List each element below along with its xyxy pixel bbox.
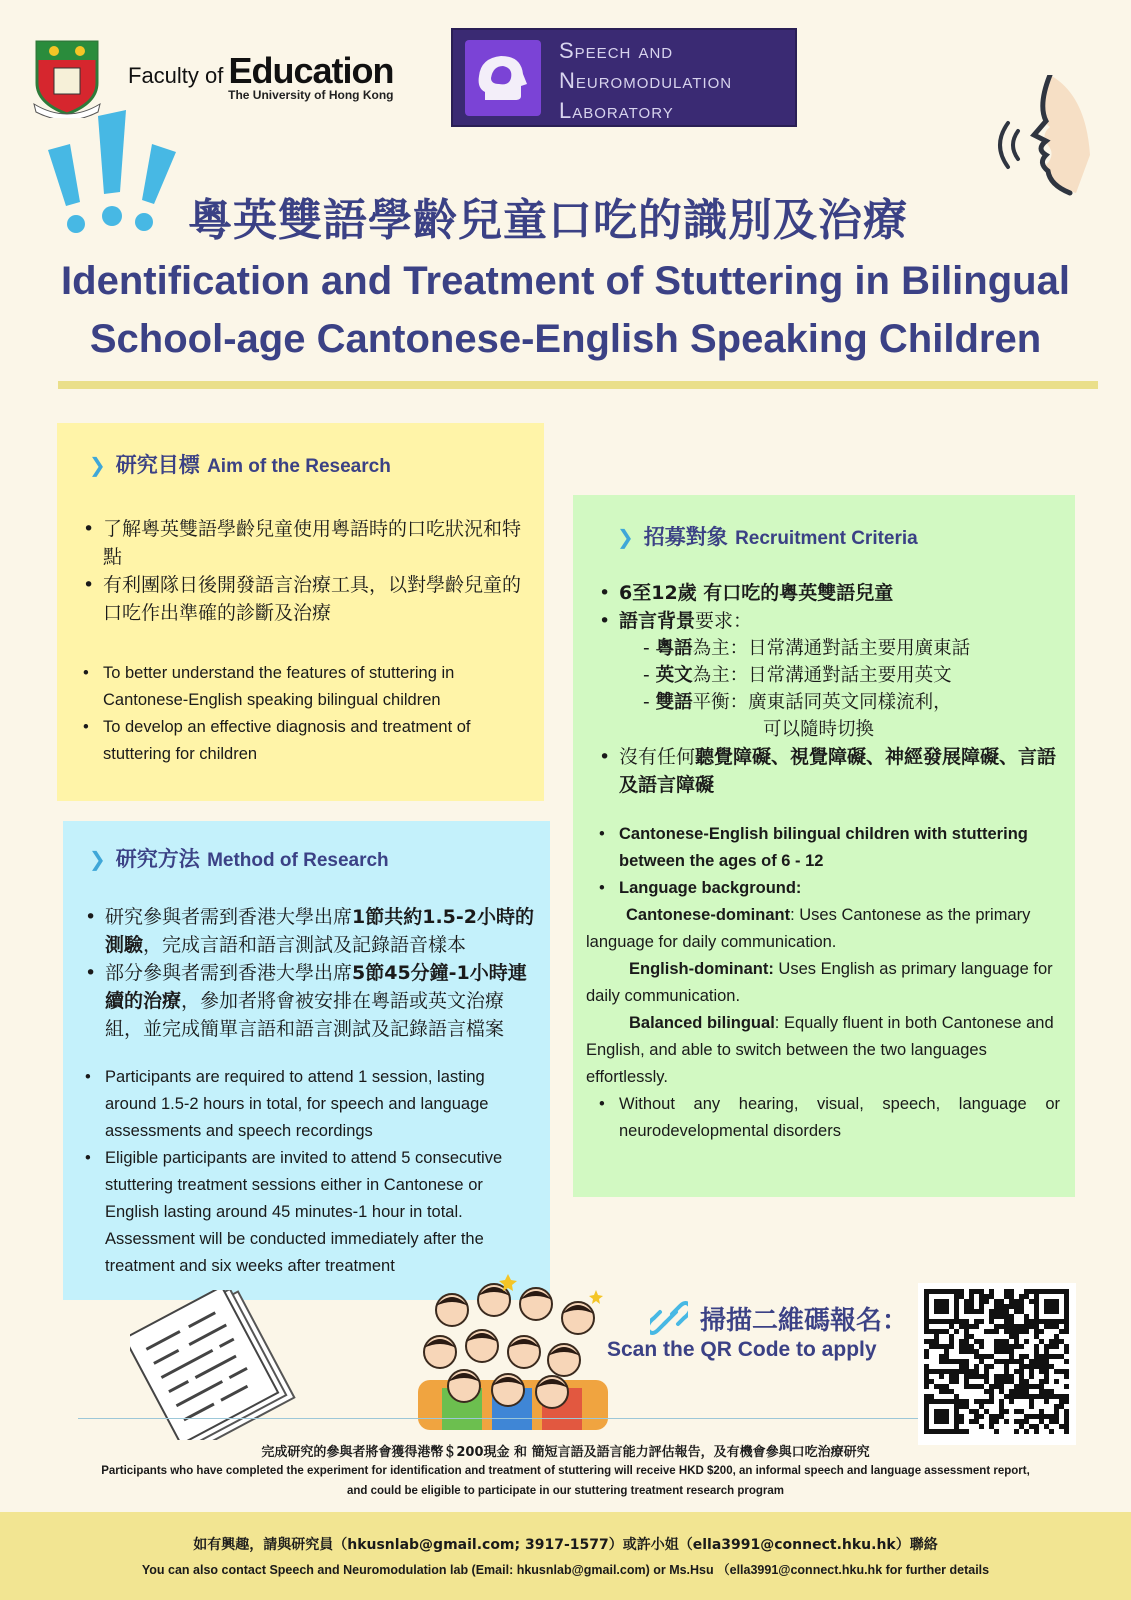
sub-item: - 英文為主：日常溝通對話主要用英文 [643, 665, 952, 686]
method-en-list [81, 1064, 537, 1280]
reward-note-english-line1: Participants who have completed the experiment for identification and treatment of stuttering will receive HKD $200, an informal speech and language assessment report, [101, 1465, 1030, 1477]
lab-name-line3: Laboratory [559, 98, 674, 123]
recruit-heading-en: Recruitment Criteria [735, 528, 918, 549]
sub-item: - 粵語為主：日常溝通對話主要用廣東話 [643, 638, 971, 659]
list-item: • 研究參與者需到香港大學出席1節共約1.5-2小時的測驗，完成言語和語言測試及記錄語音樣本 [81, 903, 537, 959]
reward-note-english-line2: and could be eligible to participate in our stuttering treatment research program [346, 1485, 785, 1497]
qr-code[interactable] [918, 1283, 1076, 1445]
list-item: • Eligible participants are invited to attend 5 consecutive stuttering treatment sessions either in Cantonese or English lasting around 45 minutes-1 hour in total. Assessment will be conducted immediately after the treatment and six weeks after treatment [81, 1145, 537, 1280]
children-illustration [412, 1270, 612, 1430]
title-divider [58, 381, 1098, 389]
hku-crest-logo [32, 38, 102, 118]
lab-logo [451, 28, 797, 127]
aim-section [57, 423, 544, 801]
aim-en-list [79, 660, 529, 768]
list-item: • 了解粵英雙語學齡兒童使用粵語時的口吃狀況和特點 [79, 515, 529, 571]
aim-heading-zh: 研究目標 [115, 453, 200, 477]
exclamation-marks-icon [40, 110, 190, 240]
method-heading [89, 843, 389, 873]
list-item: • 沒有任何聽覺障礙、視覺障礙、神經發展障礙、言語及語言障礙 [595, 743, 1065, 799]
lab-name-line1: Speech and [559, 38, 674, 63]
reward-note-english [60, 1461, 1071, 1501]
brain-head-icon [465, 40, 541, 116]
recruitment-section [573, 495, 1075, 1197]
aim-heading-en: Aim of the Research [207, 456, 391, 477]
reward-note-chinese: 完成研究的參與者將會獲得港幣＄200現金 和 簡短言語及語言能力評估報告，及有機會參與口吃治療研究 [261, 1445, 870, 1460]
method-section [63, 821, 550, 1300]
list-item: • Cantonese-English bilingual children with stuttering between the ages of 6 - 12 [595, 821, 1060, 875]
divider-line [78, 1418, 918, 1419]
qr-finder-pattern [924, 1289, 959, 1324]
link-icon [650, 1300, 688, 1336]
list-item: • 語言背景要求： [595, 607, 1065, 635]
title-english-line1: Identification and Treatment of Stuttering in Bilingual [61, 259, 1070, 303]
recruit-heading [617, 521, 918, 551]
recruit-heading-zh: 招募對象 [643, 525, 728, 549]
contact-english: You can also contact Speech and Neuromodulation lab (Email: hkusnlab@gmail.com) or Ms.Hsu （ella3991@connect.hku.hk for further details [141, 1563, 990, 1577]
qr-finder-pattern [1034, 1289, 1069, 1324]
sub-item: - 雙語平衡：廣東話同英文同樣流利， [643, 692, 952, 713]
recruit-en-block [586, 821, 1060, 1145]
method-heading-zh: 研究方法 [115, 847, 200, 871]
speaking-face-icon [990, 75, 1095, 205]
title-english [0, 252, 1131, 368]
scan-qr-chinese: 掃描二維碼報名： [700, 1306, 909, 1336]
faculty-of-text: Faculty of [128, 63, 224, 88]
list-item: • Language background: [595, 875, 1060, 902]
education-text: Education [228, 50, 394, 91]
list-item: • 部分參與者需到香港大學出席5節45分鐘-1小時連續的治療，參加者將會被安排在粵語或英文治療組，並完成簡單言語和語言測試及記錄語言檔案 [81, 959, 537, 1043]
paragraph: English-dominant: Uses English as primary language for daily communication. [586, 960, 1053, 1005]
chevron-right-icon: ❯ [89, 453, 106, 477]
contact-chinese: 如有興趣，請與研究員（hkusnlab@gmail.com; 3917-1577）或許小姐（ella3991@connect.hku.hk）聯絡 [193, 1537, 938, 1553]
contact-footer [0, 1512, 1131, 1600]
scan-qr-english: Scan the QR Code to apply [607, 1338, 877, 1361]
sub-item-continuation: 可以隨時切換 [763, 719, 875, 740]
university-text: The University of Hong Kong [228, 88, 394, 102]
paragraph: Balanced bilingual: Equally fluent in both Cantonese and English, and able to switch between the two languages effortlessly. [586, 1014, 1054, 1086]
paragraph: Cantonese-dominant: Uses Cantonese as the primary language for daily communication. [586, 906, 1031, 951]
method-heading-en: Method of Research [207, 850, 389, 871]
title-chinese: 粵英雙語學齡兒童口吃的識別及治療 [188, 195, 908, 246]
list-item: • 有利團隊日後開發語言治療工具，以對學齡兒童的口吃作出準確的診斷及治療 [79, 571, 529, 627]
list-item: • Without any hearing, visual, speech, language or neurodevelopmental disorders [595, 1091, 1060, 1145]
list-item: • Participants are required to attend 1 session, lasting around 1.5-2 hours in total, for speech and language assessments and speech recordings [81, 1064, 537, 1145]
lab-name-line2: Neuromodulation [559, 68, 733, 93]
faculty-of-education-logo [128, 50, 393, 102]
list-item: • To develop an effective diagnosis and treatment of stuttering for children [79, 714, 529, 768]
title-english-line2: School-age Cantonese-English Speaking Children [89, 317, 1042, 361]
aim-zh-list [79, 515, 529, 627]
chevron-right-icon: ❯ [89, 847, 106, 871]
qr-finder-pattern [924, 1399, 959, 1434]
recruit-zh-block [595, 579, 1065, 799]
method-zh-list [81, 903, 537, 1043]
list-item: • To better understand the features of stuttering in Cantonese-English speaking bilingual children [79, 660, 529, 714]
aim-heading [89, 449, 391, 479]
chevron-right-icon: ❯ [617, 525, 634, 549]
list-item: • 6至12歲 有口吃的粵英雙語兒童 [595, 579, 1065, 607]
